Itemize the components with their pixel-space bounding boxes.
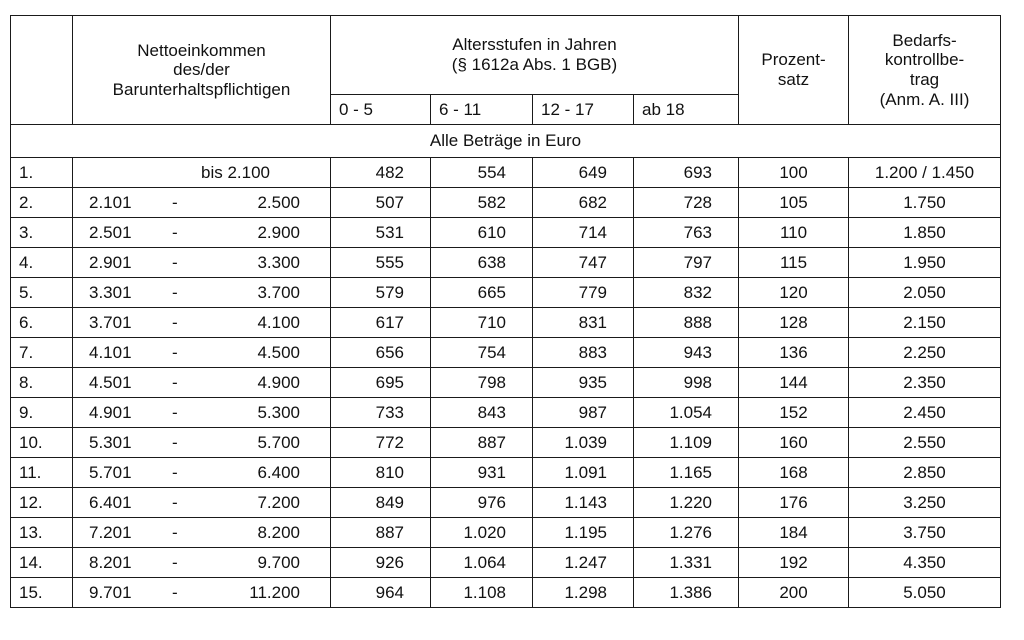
amount-age-6-11: 931 (431, 458, 533, 488)
amount-age-18: 832 (634, 278, 739, 308)
amount-age-0-5: 617 (331, 308, 431, 338)
income-lower: 4.501 (89, 373, 132, 392)
amount-age-18: 1.109 (634, 428, 739, 458)
control-amount-value: 1.950 (849, 248, 1001, 278)
income-lower: 2.101 (89, 193, 132, 212)
header-age-18: ab 18 (634, 95, 739, 125)
amount-age-6-11: 710 (431, 308, 533, 338)
income-range-cell (73, 578, 331, 608)
row-number: 10. (11, 428, 73, 458)
income-range-cell (73, 308, 331, 338)
income-upper: 2.500 (257, 193, 300, 212)
percent-value: 176 (739, 488, 849, 518)
income-bis: bis 2.100 (201, 163, 270, 182)
income-range-cell (73, 248, 331, 278)
income-lower: 3.301 (89, 283, 132, 302)
income-range-cell (73, 428, 331, 458)
amount-age-6-11: 582 (431, 188, 533, 218)
income-lower: 3.701 (89, 313, 132, 332)
row-number: 15. (11, 578, 73, 608)
percent-value: 168 (739, 458, 849, 488)
amount-age-6-11: 887 (431, 428, 533, 458)
maintenance-table (10, 15, 1001, 608)
control-amount-value: 1.200 / 1.450 (849, 158, 1001, 188)
percent-value: 120 (739, 278, 849, 308)
income-lower: 4.901 (89, 403, 132, 422)
amount-age-12-17: 1.195 (533, 518, 634, 548)
amount-age-12-17: 831 (533, 308, 634, 338)
income-upper: 11.200 (249, 583, 300, 602)
income-dash: - (172, 373, 178, 392)
header-age-6-11: 6 - 11 (431, 95, 533, 125)
income-range-cell (73, 188, 331, 218)
income-upper: 3.300 (257, 253, 300, 272)
amount-age-6-11: 976 (431, 488, 533, 518)
income-lower: 6.401 (89, 493, 132, 512)
header-number-cell (11, 16, 73, 125)
control-amount-value: 1.750 (849, 188, 1001, 218)
row-number: 11. (11, 458, 73, 488)
amount-age-0-5: 849 (331, 488, 431, 518)
income-range-cell (73, 518, 331, 548)
income-upper: 6.400 (257, 463, 300, 482)
percent-value: 192 (739, 548, 849, 578)
income-range-cell (73, 548, 331, 578)
amount-age-18: 1.220 (634, 488, 739, 518)
header-row-main (11, 16, 1001, 95)
section-row (11, 125, 1001, 158)
table-row (11, 338, 1001, 368)
income-lower: 4.101 (89, 343, 132, 362)
income-dash: - (172, 223, 178, 242)
income-upper: 4.500 (257, 343, 300, 362)
amount-age-18: 1.386 (634, 578, 739, 608)
percent-value: 110 (739, 218, 849, 248)
amount-age-12-17: 779 (533, 278, 634, 308)
table-row (11, 458, 1001, 488)
amount-age-0-5: 772 (331, 428, 431, 458)
table-row (11, 158, 1001, 188)
amount-age-12-17: 1.247 (533, 548, 634, 578)
income-range-cell (73, 338, 331, 368)
amount-age-6-11: 1.108 (431, 578, 533, 608)
income-range-cell (73, 158, 331, 188)
amount-age-0-5: 482 (331, 158, 431, 188)
amount-age-12-17: 987 (533, 398, 634, 428)
amount-age-0-5: 887 (331, 518, 431, 548)
income-lower: 2.901 (89, 253, 132, 272)
table-row (11, 188, 1001, 218)
amount-age-18: 1.331 (634, 548, 739, 578)
amount-age-0-5: 579 (331, 278, 431, 308)
row-number: 14. (11, 548, 73, 578)
control-amount-value: 2.250 (849, 338, 1001, 368)
control-amount-value: 5.050 (849, 578, 1001, 608)
income-upper: 3.700 (257, 283, 300, 302)
income-upper: 4.900 (257, 373, 300, 392)
amount-age-12-17: 1.143 (533, 488, 634, 518)
income-dash: - (172, 493, 178, 512)
amount-age-0-5: 531 (331, 218, 431, 248)
amount-age-18: 693 (634, 158, 739, 188)
income-lower: 7.201 (89, 523, 132, 542)
amount-age-6-11: 1.064 (431, 548, 533, 578)
amount-age-12-17: 714 (533, 218, 634, 248)
income-dash: - (172, 313, 178, 332)
row-number: 4. (11, 248, 73, 278)
income-lower: 2.501 (89, 223, 132, 242)
row-number: 2. (11, 188, 73, 218)
row-number: 8. (11, 368, 73, 398)
income-dash: - (172, 553, 178, 572)
income-upper: 8.200 (257, 523, 300, 542)
table-row (11, 428, 1001, 458)
amount-age-18: 1.276 (634, 518, 739, 548)
table-row (11, 278, 1001, 308)
amount-age-6-11: 754 (431, 338, 533, 368)
income-lower: 5.701 (89, 463, 132, 482)
control-amount-value: 2.050 (849, 278, 1001, 308)
amount-age-6-11: 610 (431, 218, 533, 248)
control-amount-value: 2.450 (849, 398, 1001, 428)
control-amount-value: 3.250 (849, 488, 1001, 518)
income-range-cell (73, 398, 331, 428)
percent-value: 115 (739, 248, 849, 278)
amount-age-0-5: 926 (331, 548, 431, 578)
amount-age-0-5: 656 (331, 338, 431, 368)
income-dash: - (172, 433, 178, 452)
percent-value: 100 (739, 158, 849, 188)
control-amount-value: 2.550 (849, 428, 1001, 458)
amount-age-6-11: 554 (431, 158, 533, 188)
income-dash: - (172, 343, 178, 362)
table-row (11, 218, 1001, 248)
amount-age-6-11: 1.020 (431, 518, 533, 548)
section-label: Alle Beträge in Euro (11, 125, 1001, 158)
amount-age-6-11: 798 (431, 368, 533, 398)
percent-value: 152 (739, 398, 849, 428)
row-number: 6. (11, 308, 73, 338)
income-lower: 8.201 (89, 553, 132, 572)
header-age-0-5: 0 - 5 (331, 95, 431, 125)
income-range-cell (73, 458, 331, 488)
row-number: 1. (11, 158, 73, 188)
income-upper: 5.700 (257, 433, 300, 452)
amount-age-12-17: 1.039 (533, 428, 634, 458)
amount-age-18: 888 (634, 308, 739, 338)
control-amount-value: 3.750 (849, 518, 1001, 548)
amount-age-6-11: 638 (431, 248, 533, 278)
income-dash: - (172, 463, 178, 482)
amount-age-0-5: 507 (331, 188, 431, 218)
income-dash: - (172, 253, 178, 272)
row-number: 9. (11, 398, 73, 428)
amount-age-12-17: 747 (533, 248, 634, 278)
percent-value: 200 (739, 578, 849, 608)
amount-age-18: 797 (634, 248, 739, 278)
control-amount-value: 2.350 (849, 368, 1001, 398)
amount-age-0-5: 733 (331, 398, 431, 428)
amount-age-12-17: 935 (533, 368, 634, 398)
amount-age-18: 728 (634, 188, 739, 218)
table-row (11, 368, 1001, 398)
table-row (11, 488, 1001, 518)
amount-age-6-11: 665 (431, 278, 533, 308)
amount-age-18: 998 (634, 368, 739, 398)
amount-age-0-5: 695 (331, 368, 431, 398)
table-row (11, 248, 1001, 278)
income-upper: 5.300 (257, 403, 300, 422)
amount-age-12-17: 1.298 (533, 578, 634, 608)
income-range-cell (73, 218, 331, 248)
amount-age-0-5: 555 (331, 248, 431, 278)
percent-value: 160 (739, 428, 849, 458)
header-income: Nettoeinkommen des/der Barunterhaltspflichtigen (73, 16, 331, 125)
amount-age-18: 943 (634, 338, 739, 368)
header-control-amount: Bedarfs- kontrollbe- trag (Anm. A. III) (849, 16, 1001, 125)
percent-value: 184 (739, 518, 849, 548)
income-dash: - (172, 583, 178, 602)
control-amount-value: 2.150 (849, 308, 1001, 338)
percent-value: 105 (739, 188, 849, 218)
percent-value: 144 (739, 368, 849, 398)
income-lower: 9.701 (89, 583, 132, 602)
amount-age-6-11: 843 (431, 398, 533, 428)
header-age-12-17: 12 - 17 (533, 95, 634, 125)
amount-age-0-5: 810 (331, 458, 431, 488)
percent-value: 136 (739, 338, 849, 368)
income-range-cell (73, 368, 331, 398)
control-amount-value: 1.850 (849, 218, 1001, 248)
amount-age-12-17: 682 (533, 188, 634, 218)
table-row (11, 578, 1001, 608)
header-age-group: Altersstufen in Jahren (§ 1612a Abs. 1 BGB) (331, 16, 739, 95)
income-dash: - (172, 523, 178, 542)
row-number: 5. (11, 278, 73, 308)
income-upper: 4.100 (257, 313, 300, 332)
income-upper: 9.700 (257, 553, 300, 572)
amount-age-0-5: 964 (331, 578, 431, 608)
control-amount-value: 4.350 (849, 548, 1001, 578)
income-dash: - (172, 403, 178, 422)
table-row (11, 548, 1001, 578)
income-upper: 2.900 (257, 223, 300, 242)
control-amount-value: 2.850 (849, 458, 1001, 488)
income-dash: - (172, 193, 178, 212)
amount-age-18: 763 (634, 218, 739, 248)
amount-age-18: 1.054 (634, 398, 739, 428)
income-range-cell (73, 278, 331, 308)
header-percent: Prozent- satz (739, 16, 849, 125)
income-lower: 5.301 (89, 433, 132, 452)
row-number: 12. (11, 488, 73, 518)
income-upper: 7.200 (257, 493, 300, 512)
amount-age-18: 1.165 (634, 458, 739, 488)
row-number: 7. (11, 338, 73, 368)
percent-value: 128 (739, 308, 849, 338)
table-row (11, 398, 1001, 428)
table-row (11, 518, 1001, 548)
table-container (10, 15, 1001, 608)
amount-age-12-17: 1.091 (533, 458, 634, 488)
amount-age-12-17: 883 (533, 338, 634, 368)
row-number: 13. (11, 518, 73, 548)
row-number: 3. (11, 218, 73, 248)
amount-age-12-17: 649 (533, 158, 634, 188)
income-dash: - (172, 283, 178, 302)
income-range-cell (73, 488, 331, 518)
table-row (11, 308, 1001, 338)
